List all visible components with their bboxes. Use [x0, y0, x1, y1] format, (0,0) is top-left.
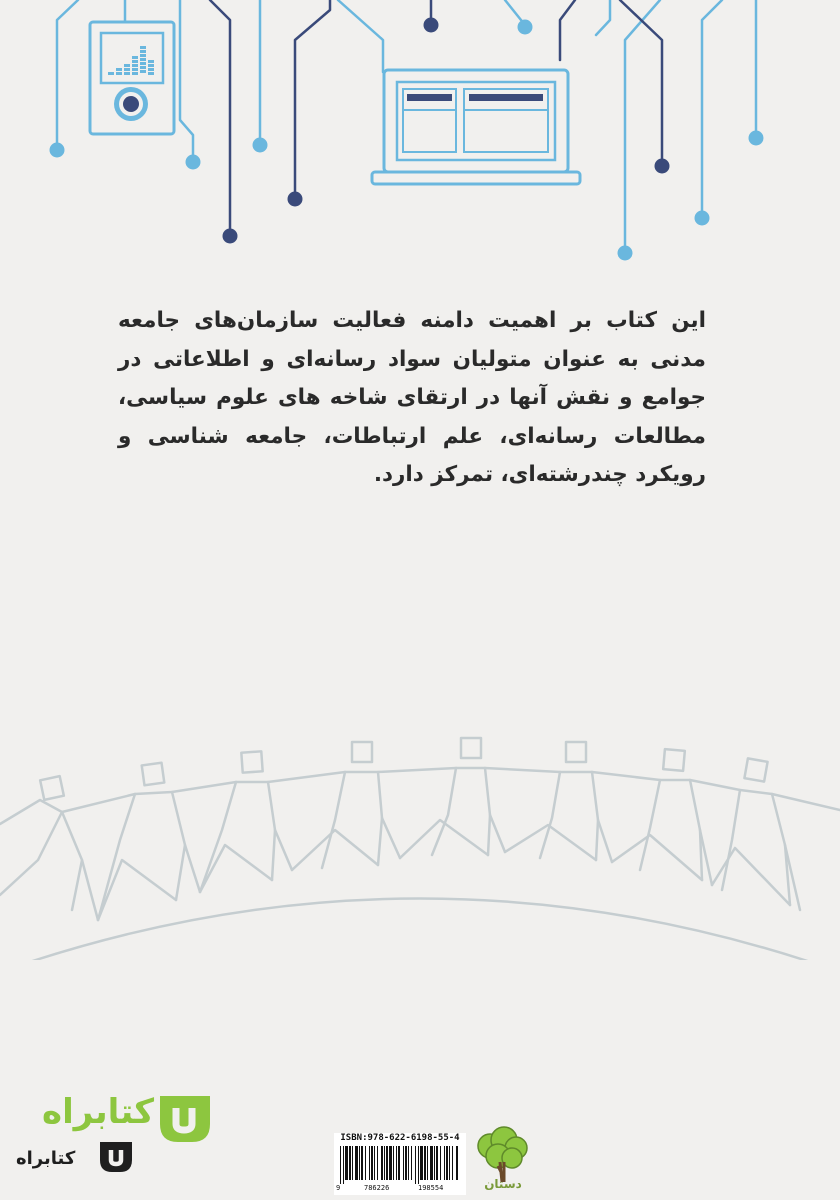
barcode-bar [386, 1146, 388, 1180]
barcode-bar [415, 1146, 416, 1184]
barcode-bar [411, 1146, 412, 1180]
barcode-bar [389, 1146, 392, 1180]
barcode-bar [408, 1146, 409, 1180]
barcode-bar [377, 1146, 378, 1180]
barcode-bar [424, 1146, 426, 1180]
barcode-bar [403, 1146, 404, 1180]
laptop-icon [372, 70, 580, 184]
barcode-bar [381, 1146, 383, 1180]
barcode-bar [436, 1146, 438, 1180]
people-chain-illustration [0, 720, 840, 960]
barcode-bar [352, 1146, 353, 1180]
barcode-bars [338, 1146, 462, 1184]
barcode-bar [374, 1146, 375, 1180]
barcode-bar [343, 1146, 344, 1184]
isbn-barcode [334, 1133, 466, 1195]
barcode-bar [393, 1146, 394, 1180]
barcode-bar [405, 1146, 407, 1180]
barcode-bar [384, 1146, 385, 1180]
media-player-icon [90, 22, 174, 134]
ketabrah-logo [14, 1088, 224, 1193]
ketabrah-logo-subtext: کتابراه [16, 1148, 76, 1169]
ketabrah-logo-mark-icon [154, 1094, 216, 1144]
barcode-bar [452, 1146, 453, 1180]
barcode-bar [440, 1146, 441, 1180]
barcode-bar [449, 1146, 450, 1180]
barcode-bar [355, 1146, 358, 1180]
barcode-bar [345, 1146, 348, 1180]
barcode-bar [430, 1146, 433, 1180]
barcode-bar [420, 1146, 423, 1180]
ketabrah-logo-text: کتابراه [42, 1092, 155, 1132]
barcode-bar [340, 1146, 341, 1184]
barcode-bar [418, 1146, 419, 1184]
barcode-bar [446, 1146, 448, 1180]
barcode-bar [349, 1146, 351, 1180]
barcode-right-group: 198554 [418, 1184, 444, 1192]
barcode-bar [444, 1146, 445, 1180]
isbn-number: ISBN:978-622-6198-55-4 [340, 1133, 460, 1143]
barcode-lead-digit: 9 [336, 1184, 341, 1192]
back-cover-blurb: این کتاب بر اهمیت دامنه فعالیت سازمان‌های جامعه مدنی به عنوان متولیان سواد رسانه‌ای و اطلاعاتی در جوامع و نقش آنها در ارتقای شاخه های علوم سیاسی، مطالعات رسانه‌ای، علم ارتباطات، جامعه شناسی و رویکرد چندرشته‌ای، تمرکز دارد. [118, 308, 706, 487]
barcode-bar [361, 1146, 363, 1180]
barcode-bar [398, 1146, 400, 1180]
barcode-bar [427, 1146, 428, 1180]
barcode-bar [456, 1146, 458, 1180]
barcode-bar [359, 1146, 360, 1180]
barcode-bar [369, 1146, 370, 1180]
barcode-bar [365, 1146, 366, 1180]
circuit-network-illustration [0, 0, 840, 280]
barcode-bar [371, 1146, 373, 1180]
barcode-bar [434, 1146, 435, 1180]
ketabrah-small-mark-icon [96, 1140, 136, 1174]
barcode-bar [396, 1146, 397, 1180]
publisher-name: دستان [484, 1177, 522, 1191]
barcode-left-group: 786226 [364, 1184, 390, 1192]
